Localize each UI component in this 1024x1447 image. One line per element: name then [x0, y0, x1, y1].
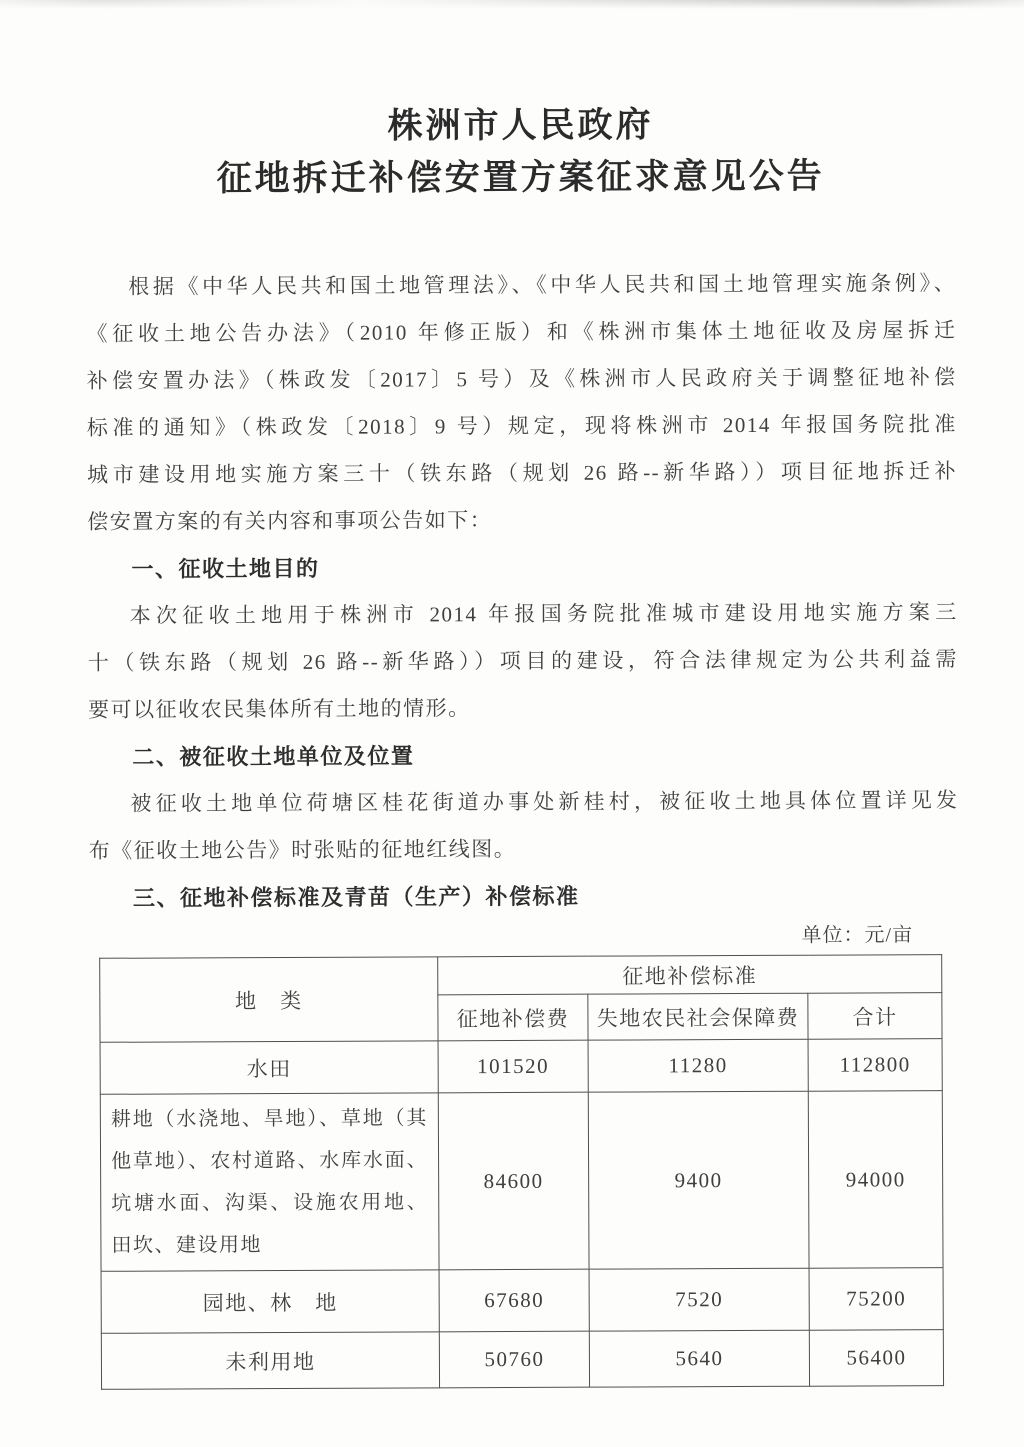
- table-row: [101, 1330, 943, 1390]
- header-total: 合计: [808, 993, 942, 1040]
- intro-paragraph: [86, 260, 957, 546]
- header-fee: 征地补偿费: [438, 994, 588, 1041]
- table-row: [100, 1091, 943, 1272]
- cell-total: 112800: [808, 1039, 942, 1092]
- section-1-heading: 一、征收土地目的: [131, 555, 320, 582]
- section-2-heading: 二、被征收土地单位及位置: [132, 743, 415, 770]
- title-line-1: 株洲市人民政府: [387, 105, 654, 146]
- cell-social: 5640: [589, 1330, 809, 1387]
- section-2-paragraph: [88, 777, 958, 875]
- cell-fee: 67680: [439, 1269, 589, 1332]
- cell-fee: 101520: [438, 1040, 588, 1093]
- cell-category: 水田: [100, 1041, 438, 1094]
- cell-category: 耕地（水浇地、旱地）、草地（其他草地）、农村道路、水库水面、坑塘水面、沟渠、设施农用地、田坎、建设用地: [100, 1093, 439, 1271]
- header-social: 失地农民社会保障费: [588, 993, 808, 1040]
- cell-fee: 50760: [439, 1331, 589, 1388]
- section-1-paragraph: [88, 589, 959, 734]
- header-group: 征地补偿标准: [438, 955, 942, 995]
- section-2-line: 布《征收土地公告》时张贴的征地红线图。: [88, 836, 517, 863]
- section-3-heading: 三、征地补偿标准及青苗（生产）补偿标准: [132, 883, 580, 911]
- cell-social: 9400: [588, 1091, 809, 1269]
- cell-total: 75200: [809, 1268, 943, 1331]
- intro-line: 标准的通知》（株政发〔2018〕9 号）规定，现将株洲市 2014 年报国务院批准: [86, 412, 957, 440]
- table-row: [100, 1039, 942, 1095]
- section-1-line: 要可以征收农民集体所有土地的情形。: [88, 696, 471, 722]
- table-row: [101, 1268, 943, 1334]
- cell-social: 7520: [589, 1268, 809, 1331]
- title-line-2: 征地拆迁补偿安置方案征求意见公告: [216, 156, 825, 199]
- cell-category: 未利用地: [101, 1332, 439, 1389]
- intro-line: 《征收土地公告办法》（2010 年修正版）和《株洲市集体土地征收及房屋拆迁: [86, 318, 957, 346]
- intro-line: 补偿安置办法》（株政发〔2017〕5 号）及《株洲市人民政府关于调整征地补偿: [86, 365, 957, 393]
- table-unit-label: 单位：元/亩: [801, 924, 914, 947]
- section-1-line: 本次征收土地用于株洲市 2014 年报国务院批准城市建设用地实施方案三: [129, 600, 958, 628]
- intro-line: 城市建设用地实施方案三十（铁东路（规划 26 路--新华路））项目征地拆迁补: [87, 459, 958, 487]
- section-2-line: 被征收土地单位荷塘区桂花街道办事处新桂村，被征收土地具体位置详见发: [130, 788, 959, 816]
- document-title: [85, 98, 955, 206]
- cell-total: 94000: [808, 1091, 943, 1269]
- compensation-table: [99, 954, 944, 1390]
- cell-social: 11280: [588, 1039, 808, 1092]
- cell-category: 园地、林 地: [101, 1270, 439, 1333]
- cell-fee: 84600: [438, 1092, 589, 1270]
- header-category: 地 类: [100, 957, 438, 1042]
- table-header-row-1: [100, 955, 942, 997]
- intro-line: 根据《中华人民共和国土地管理法》、《中华人民共和国土地管理实施条例》、: [128, 271, 957, 299]
- cell-total: 56400: [809, 1330, 943, 1387]
- title-spacer: [86, 202, 956, 264]
- intro-line: 偿安置方案的有关内容和事项公告如下：: [87, 508, 493, 534]
- section-1-line: 十（铁东路（规划 26 路--新华路））项目的建设，符合法律规定为公共利益需: [87, 647, 958, 675]
